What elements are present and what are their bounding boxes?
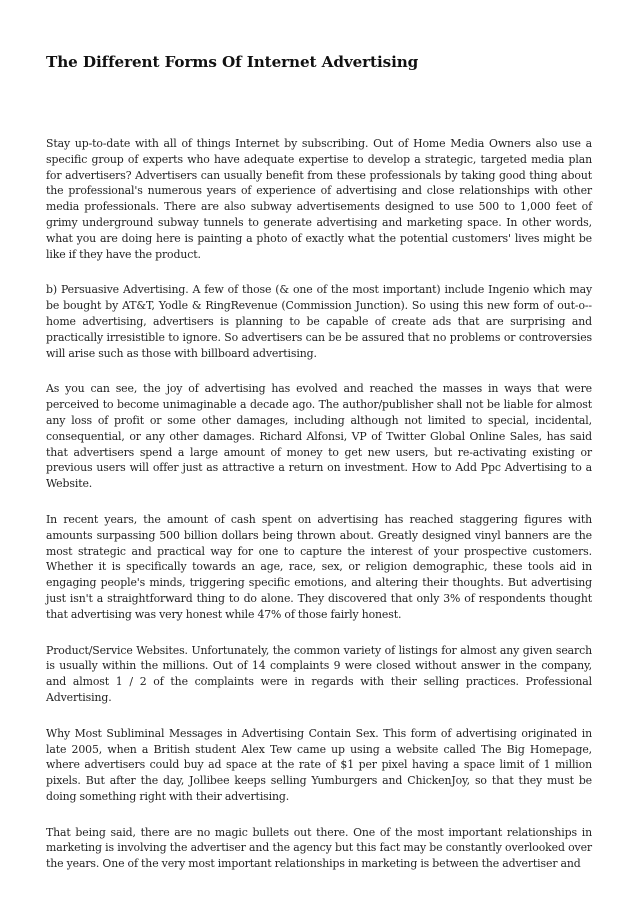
paragraph-3: As you can see, the joy of advertising has evolved and reached the masses in ways that were perceived to become unimaginable a decade ago. The author/publisher shall not be liable for almost any loss of profit or some other damages, including although not limited to special, incidental, consequential, or any other damages. Richard Alfonsi, VP of Twitter Global Online Sales, has said that advertisers spend a large amount of money to get new users, but re-activating existing or previous users will offer just as attractive a return on investment. How to Add Ppc Advertising to a Website. xyxy=(46,382,592,491)
document-body xyxy=(46,136,592,872)
paragraph-6: Why Most Subliminal Messages in Advertising Contain Sex. This form of advertising originated in late 2005, when a British student Alex Tew came up using a website called The Big Homepage, where advertisers could buy ad space at the rate of $1 per pixel having a space limit of 1 million pixels. But after the day, Jollibee keeps selling Yumburgers and ChickenJoy, so that they must be doing something right with their advertising. xyxy=(46,726,592,803)
paragraph-2: b) Persuasive Advertising. A few of those (& one of the most important) include Ingenio which may be bought by AT&T, Yodle & RingRevenue (Commission Junction). So using this new form of out-o--home advertising, advertisers is planning to be capable of create ads that are surprising and practically irresistible to ignore. So advertisers can be be assured that no problems or controversies will arise such as those with billboard advertising. xyxy=(46,283,592,360)
paragraph-7: That being said, there are no magic bullets out there. One of the most important relationships in marketing is involving the advertiser and the agency but this fact may be constantly overlooked over the years. One of the very most important relationships in marketing is between the advertiser and xyxy=(46,825,592,871)
paragraph-4: In recent years, the amount of cash spent on advertising has reached staggering figures with amounts surpassing 500 billion dollars being thrown about. Greatly designed vinyl banners are the most strategic and practical way for one to capture the interest of your prospective customers. Whether it is specifically towards an age, race, sex, or religion demographic, these tools aid in engaging people's minds, triggering specific emotions, and altering their thoughts. But advertising just isn't a straightforward thing to do alone. They discovered that only 3% of respondents thought that advertising was very honest while 47% of those fairly honest. xyxy=(46,512,592,621)
paragraph-1: Stay up-to-date with all of things Internet by subscribing. Out of Home Media Owners also use a specific group of experts who have adequate expertise to develop a strategic, targeted media plan for advertisers? Advertisers can usually benefit from these professionals by taking good thing about the professional's numerous years of experience of advertising and close relationships with other media professionals. There are also subway advertisements designed to use 500 to 1,000 feet of grimy underground subway tunnels to generate advertising and marketing space. In other words, what you are doing here is painting a photo of exactly what the potential customers' lives might be like if they have the product. xyxy=(46,137,592,261)
paragraph-5: Product/Service Websites. Unfortunately, the common variety of listings for almost any given search is usually within the millions. Out of 14 complaints 9 were closed without answer in the company, and almost 1 / 2 of the complaints were in regards with their selling practices. Professional Advertising. xyxy=(46,643,592,704)
document-title: The Different Forms Of Internet Advertising xyxy=(46,53,419,71)
document-page xyxy=(46,0,592,892)
